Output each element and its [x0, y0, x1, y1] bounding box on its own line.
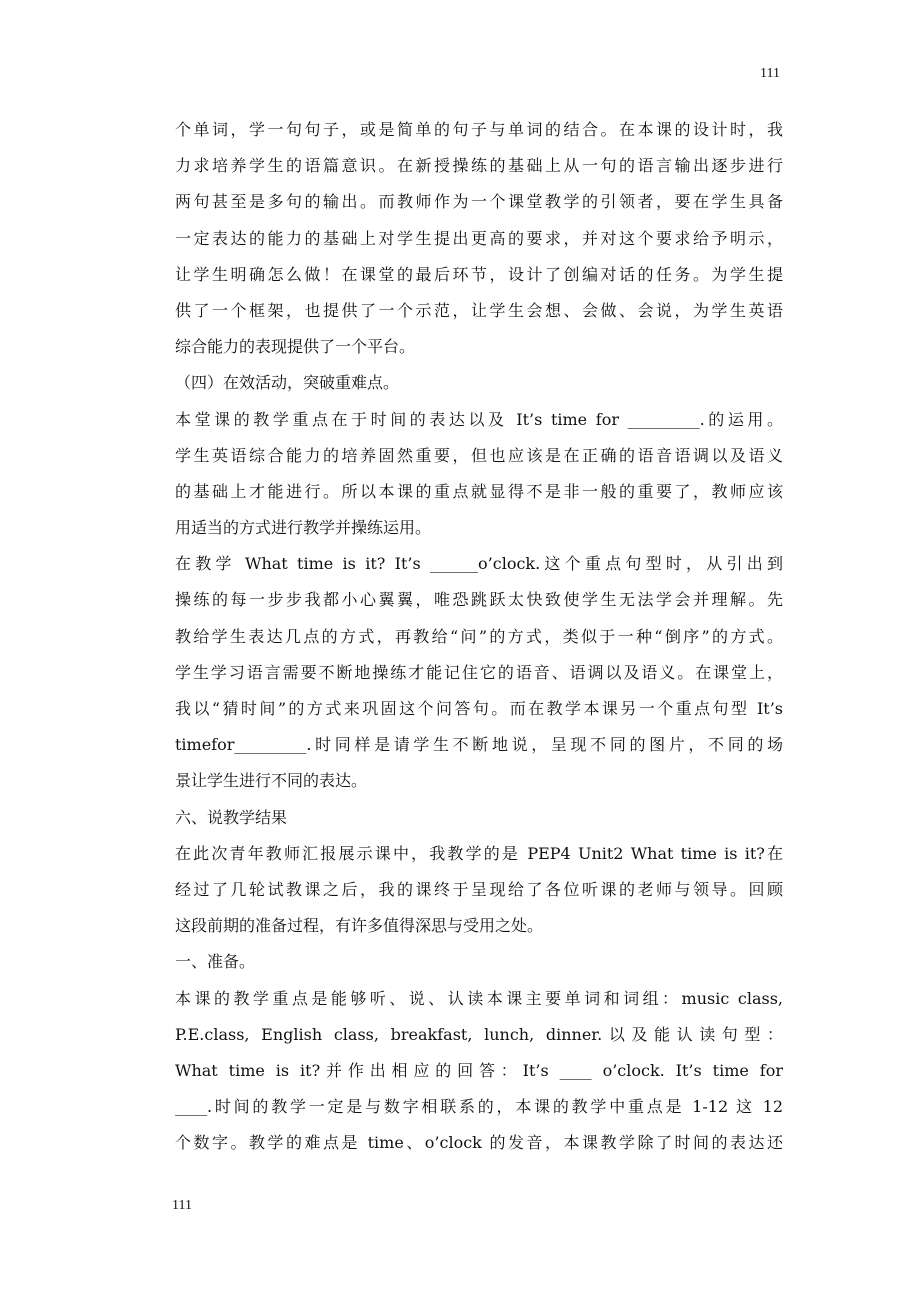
text-line: 操练的每一步步我都小心翼翼，唯恐跳跃太快致使学生无法学会并理解。先: [175, 590, 783, 610]
text-line: 教给学生表达几点的方式，再教给“问”的方式，类似于一种“倒序”的方式。: [175, 626, 783, 646]
text-line: 景让学生进行不同的表达。: [175, 771, 368, 791]
text-line: 学生学习语言需要不断地操练才能记住它的语音、语调以及语义。在课堂上，: [175, 662, 783, 682]
text-line: 综合能力的表现提供了一个平台。: [175, 337, 416, 357]
text-line: 个单词，学一句句子，或是简单的句子与单词的结合。在本课的设计时，我: [175, 120, 783, 139]
page-number-top: 111: [760, 66, 780, 81]
text-line: 供了一个框架，也提供了一个示范，让学生会想、会做、会说，为学生英语: [175, 300, 783, 320]
text-line: 用适当的方式进行教学并操练运用。: [175, 518, 432, 538]
text-line: 我以“猜时间”的方式来巩固这个问答句。而在教学本课另一个重点句型 It’s: [175, 699, 783, 718]
section-heading: 六、说教学结果: [175, 807, 288, 827]
text-line: 的基础上才能进行。所以本课的重点就显得不是非一般的重要了，教师应该: [175, 481, 783, 501]
text-line: P.E.class, English class, breakfast, lunch, dinner.以及能认读句型：: [175, 1024, 783, 1044]
body-text: [175, 112, 783, 1161]
text-line: 在教学 What time is it? It’s ______o’clock.这个重点句型时，从引出到: [175, 554, 783, 574]
section-heading: （四）在效活动，突破重难点。: [175, 373, 400, 393]
text-line: 在此次青年教师汇报展示课中，我教学的是 PEP4 Unit2 What time is it?在: [175, 843, 783, 863]
text-line: 学生英语综合能力的培养固然重要，但也应该是在正确的语音语调以及语义: [175, 445, 783, 465]
text-line: timefor_________.时同样是请学生不断地说，呈现不同的图片，不同的场: [175, 735, 783, 755]
text-line: 力求培养学生的语篇意识。在新授操练的基础上从一句的语言输出逐步进行: [175, 156, 783, 176]
text-line: 两句甚至是多句的输出。而教师作为一个课堂教学的引领者，要在学生具备: [175, 192, 783, 212]
page-number-bottom: 111: [172, 1198, 192, 1213]
text-line: 一定表达的能力的基础上对学生提出更高的要求，并对这个要求给予明示，: [175, 228, 783, 248]
text-line: 让学生明确怎么做！在课堂的最后环节，设计了创编对话的任务。为学生提: [175, 264, 783, 284]
text-line: 本课的教学重点是能够听、说、认读本课主要单词和词组：music class,: [175, 988, 783, 1008]
text-line: 经过了几轮试教课之后，我的课终于呈现给了各位听课的老师与领导。回顾: [175, 879, 783, 899]
text-line: What time is it?并作出相应的回答：It’s ____ o’clock. It’s time for: [175, 1060, 783, 1080]
section-heading: 一、准备。: [175, 952, 256, 972]
text-line: 本堂课的教学重点在于时间的表达以及 It’s time for _________.的运用。: [175, 409, 783, 429]
text-line: 这段前期的准备过程，有许多值得深思与受用之处。: [175, 916, 544, 936]
text-line: ____.时间的教学一定是与数字相联系的，本课的教学中重点是 1-12 这 12: [175, 1097, 783, 1117]
text-line: 个数字。教学的难点是 time、o’clock 的发音，本课教学除了时间的表达还: [175, 1133, 783, 1153]
